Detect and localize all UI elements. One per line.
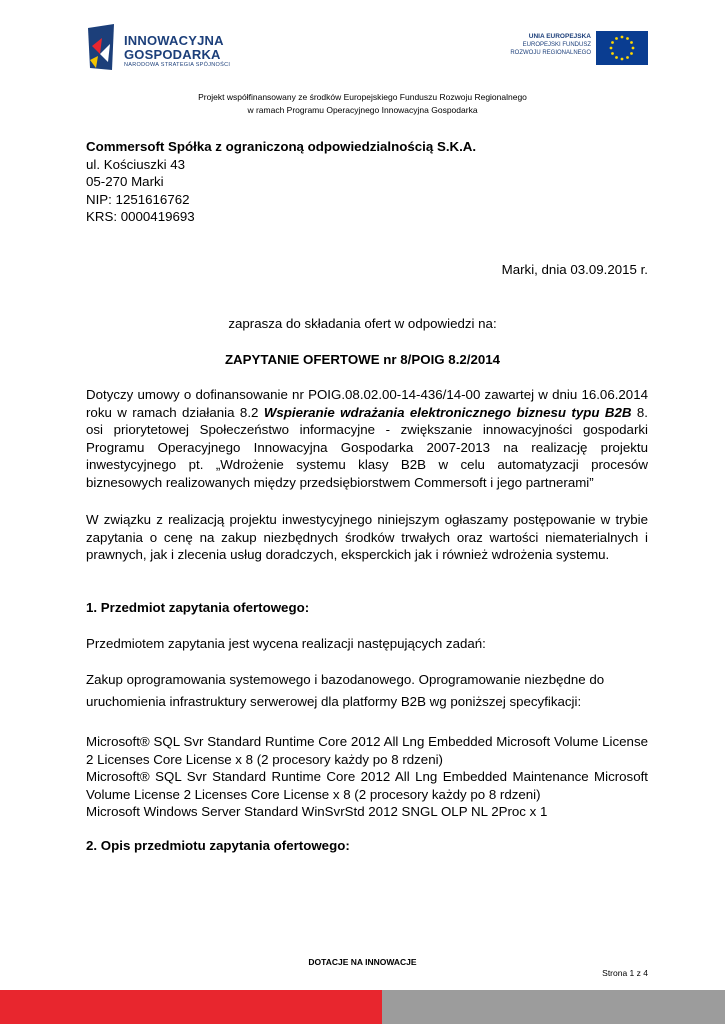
project-note-line2: w ramach Programu Operacyjnego Innowacyjna Gospodarka [247,105,478,115]
company-krs: KRS: 0000419693 [86,209,195,224]
paragraph-contract-part2: 8. osi priorytetowej Społeczeństwo informacyjne - zwiększanie innowacyjności gospodarki Programu Operacyjnego Innowacyjna Gospodarka 2007-2013 na realizację projektu inwestycyjnego pt. „Wdrożenie systemu klasy B2B w celu automatyzacji procesów biznesowych realizowanych między przedsiębiorstwem Commersoft i jego partnerami” [86,404,648,490]
footer-bar-red [0,990,382,1024]
eu-flag-icon [596,31,648,65]
list-item: Microsoft Windows Server Standard WinSvrStd 2012 SNGL OLP NL 2Proc x 1 [86,804,548,820]
footer-bar-gray [382,990,725,1024]
company-nip: NIP: 1251616762 [86,191,190,207]
company-city: 05-270 Marki [86,174,164,189]
project-funding-note [0,91,725,117]
section1-heading: 1. Przedmiot zapytania ofertowego: [86,600,310,615]
ig-logo-line2: GOSPODARKA [124,47,221,62]
page-number: Strona 1 z 4 [602,968,648,978]
eu-logo-line3: ROZWOJU REGIONALNEGO [510,50,591,56]
list-item: Microsoft® SQL Svr Standard Runtime Core 2012 All Lng Embedded Maintenance Microsoft Volume License 2 Licenses Core License x 8 (2 procesory każdy po 8 rdzeni) [86,769,648,802]
company-address [86,138,476,226]
list-item: Microsoft® SQL Svr Standard Runtime Core 2012 All Lng Embedded Microsoft Volume License 2 Licenses Core License x 8 (2 procesory każdy po 8 rdzeni) [86,734,648,767]
section2-heading: 2. Opis przedmiotu zapytania ofertowego: [86,838,350,853]
eu-logo-text [510,33,591,57]
paragraph-contract-part1: Dotyczy umowy o dofinansowanie nr POIG.08.02.00-14-436/14-00 zawartej w dniu 16.06.2014 roku w ramach działania 8.2 [86,387,648,420]
document-title: ZAPYTANIE OFERTOWE nr 8/POIG 8.2/2014 [224,352,501,367]
section1-paragraph: Zakup oprogramowania systemowego i bazodanowego. Oprogramowanie niezbędne do uruchomienia infrastruktury serwerowej dla platformy B2B wg poniższej specyfikacji: [86,672,605,709]
ig-logo-line1: INNOWACYJNA [124,33,224,48]
document-date: Marki, dnia 03.09.2015 r. [501,262,648,277]
footer-tagline: DOTACJE NA INNOWACJE [308,957,417,967]
project-note-line1: Projekt współfinansowany ze środków Europejskiego Funduszu Rozwoju Regionalnego [198,92,527,102]
eu-logo-line2: EUROPEJSKI FUNDUSZ [522,42,591,48]
invitation-line: zaprasza do składania ofert w odpowiedzi na: [228,316,497,331]
eu-logo-line1: UNIA EUROPEJSKA [528,33,591,40]
eu-logo [506,31,648,65]
software-list [86,733,648,821]
paragraph-announcement: W związku z realizacją projektu inwestycyjnego niniejszym ogłaszamy postępowanie w trybie zapytania o cenę na zakup niezbędnych środków trwałych oraz wartości niematerialnych i prawnych, jak i zlecenia usług doradczych, eksperckich jak i również wdrożenia systemu. [86,512,648,563]
innowacyjna-gospodarka-logo [86,24,246,76]
paragraph-contract-measure: Wspieranie wdrażania elektronicznego biznesu typu B2B [263,404,632,420]
section1-intro: Przedmiotem zapytania jest wycena realizacji następujących zadań: [86,636,486,651]
company-name: Commersoft Spółka z ograniczoną odpowiedzialnością S.K.A. [86,139,477,154]
paragraph-contract [86,386,648,492]
ig-logo-line3: NARODOWA STRATEGIA SPÓJNOŚCI [124,62,231,68]
ig-logo-icon [86,24,116,72]
company-street: ul. Kościuszki 43 [86,156,186,172]
